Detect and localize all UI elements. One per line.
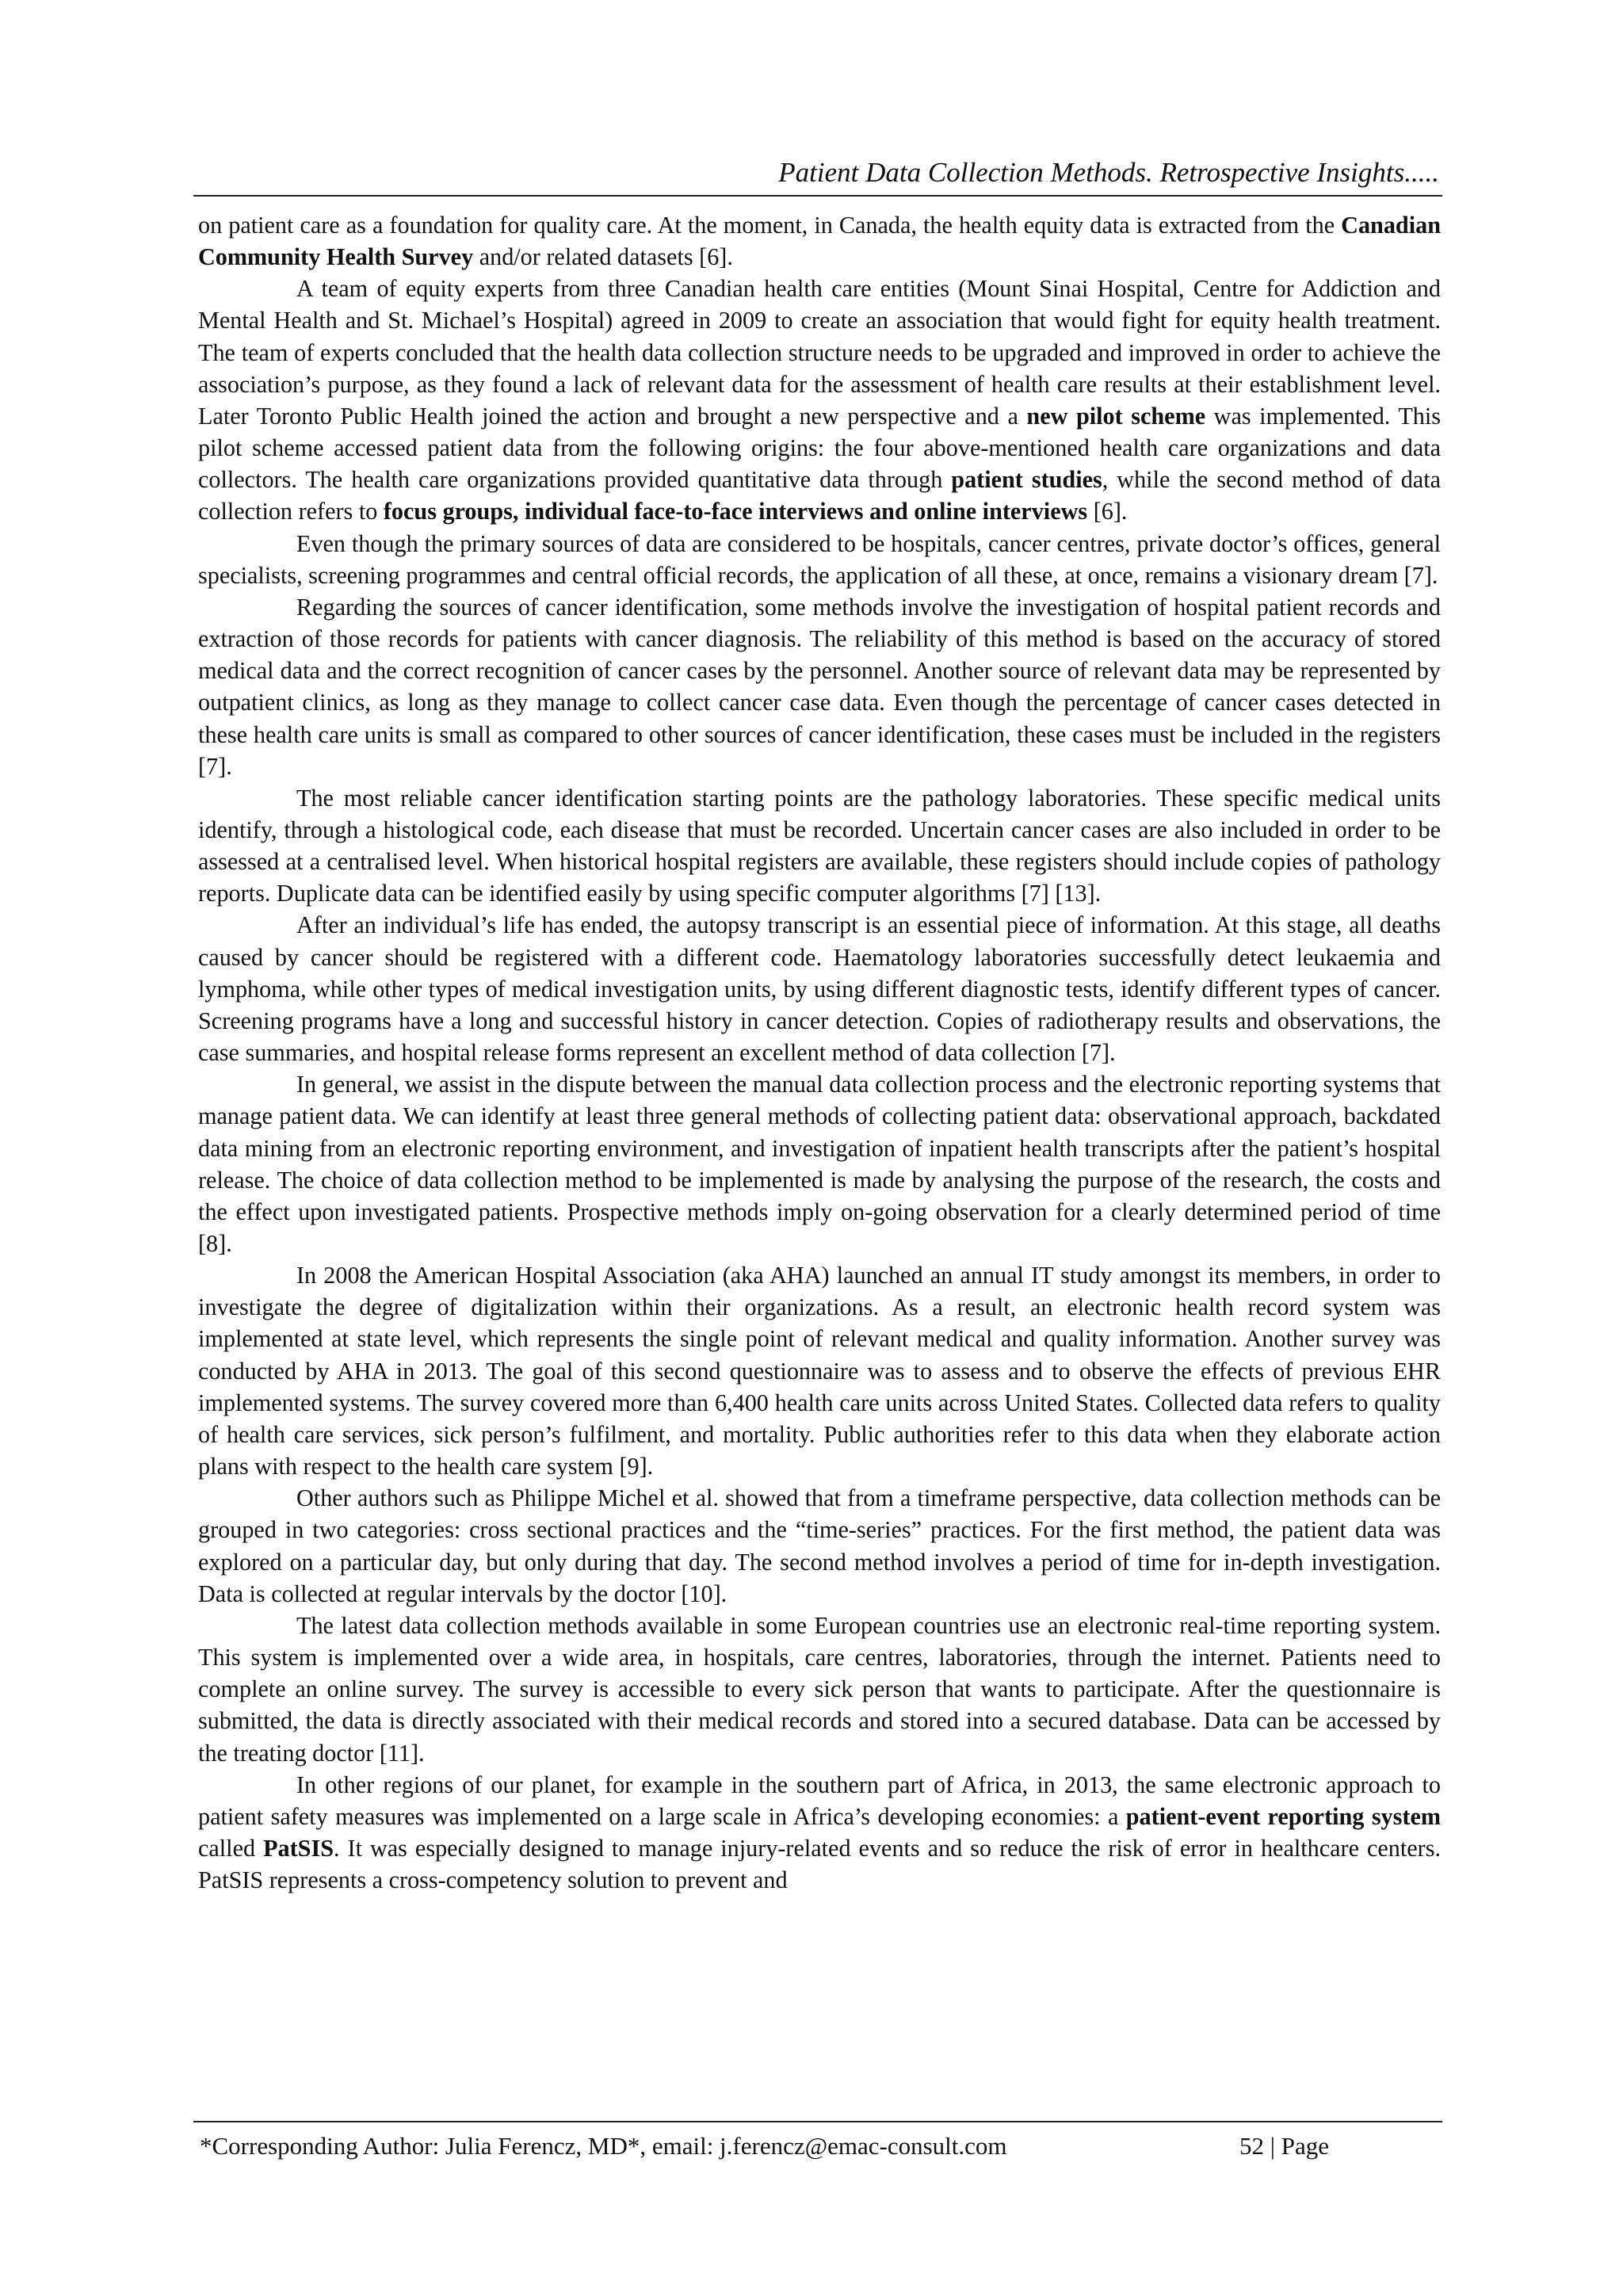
text-run: A team of equity experts from three Canadian health care entities (Mount Sinai Hospital, Centre for Addiction and Mental Health and St. Michael’s Hospital) agreed in 2009 to create an association that would fight for equity health treatment. The team of experts concluded that the health data collection structure needs to be upgraded and improved in order to achieve the association’s purpose, as they found a lack of relevant data for the assessment of health care results at their establishment level. Later Toronto Public Health joined the action and brought a new perspective and a [198, 275, 1441, 430]
paragraph [198, 528, 1441, 591]
text-run: After an individual’s life has ended, the autopsy transcript is an essential piece of information. At this stage, all deaths caused by cancer should be registered with a different code. Haematology laboratories successfully detect leukaemia and lymphoma, while other types of medical investigation units, by using different diagnostic tests, identify different types of cancer. Screening programs have a long and successful history in cancer detection. Copies of radiotherapy results and observations, the case summaries, and hospital release forms represent an excellent method of data collection [7]. [198, 911, 1441, 1067]
page-number: 52 | Page [1239, 2132, 1329, 2160]
text-run: , while the second method of data collection refers to [198, 466, 1441, 525]
text-run: . It was especially designed to manage injury-related events and so reduce the risk of error in healthcare centers. PatSIS represents a cross-competency solution to prevent and [198, 1834, 1441, 1894]
paragraph [198, 1482, 1441, 1610]
paragraph [198, 782, 1441, 910]
paragraph [198, 909, 1441, 1068]
text-run: Other authors such as Philippe Michel et al. showed that from a timeframe perspective, data collection methods can be grouped in two categories: cross sectional practices and the “time-series” practices. For the first method, the patient data was explored on a particular day, but only during that day. The second method involves a period of time for in-depth investigation. Data is collected at regular intervals by the doctor [10]. [198, 1484, 1441, 1607]
bold-term: new pilot scheme [1026, 402, 1206, 430]
text-run: was implemented. This pilot scheme accessed patient data from the following origins: the four above-mentioned health care organizations and data collectors. The health care organizations provided quantitative data through [198, 402, 1442, 494]
text-run: Even though the primary sources of data are considered to be hospitals, cancer centres, private doctor’s offices, general specialists, screening programmes and central official records, the application of all these, at once, remains a visionary dream [7]. [198, 529, 1441, 589]
text-run: Regarding the sources of cancer identification, some methods involve the investigation of hospital patient records and extraction of those records for patients with cancer diagnosis. The reliability of this method is based on the accuracy of stored medical data and the correct recognition of cancer cases by the personnel. Another source of relevant data may be represented by outpatient clinics, as long as they manage to collect cancer case data. Even though the percentage of cancer cases detected in these health care units is small as compared to other sources of cancer identification, these cases must be included in the registers [7]. [198, 593, 1441, 780]
bold-term: patient-event reporting system [1125, 1802, 1442, 1830]
paragraph [198, 209, 1441, 273]
text-run: The most reliable cancer identification starting points are the pathology laboratories. These specific medical units identify, through a histological code, each disease that must be recorded. Uncertain cancer cases are also included in order to be assessed at a centralised level. When historical hospital registers are available, these registers should include copies of pathology reports. Duplicate data can be identified easily by using specific computer algorithms [7] [13]. [198, 784, 1441, 907]
text-run: [6]. [1087, 498, 1128, 525]
text-run: The latest data collection methods available in some European countries use an electronic real-time reporting system. This system is implemented over a wide area, in hospitals, care centres, laboratories, through the internet. Patients need to complete an online survey. The survey is accessible to every sick person that wants to participate. After the questionnaire is submitted, the data is directly associated with their medical records and stored into a secured database. Data can be accessed by the treating doctor [11]. [198, 1611, 1441, 1767]
text-run: In other regions of our planet, for example in the southern part of Africa, in 2013, the same electronic approach to patient safety measures was implemented on a large scale in Africa’s developing economies: a [198, 1771, 1441, 1830]
bold-term: focus groups, individual face-to-face interviews and online interviews [383, 498, 1088, 525]
paragraph [198, 1068, 1441, 1259]
running-header [193, 151, 1442, 197]
bold-term: patient studies [951, 466, 1102, 494]
paragraph [198, 591, 1441, 782]
text-run: In 2008 the American Hospital Association (aka AHA) launched an annual IT study amongst its members, in order to investigate the degree of digitalization within their organizations. As a result, an electronic health record system was implemented at state level, which represents the single point of relevant medical and quality information. Another survey was conducted by AHA in 2013. The goal of this second questionnaire was to assess and to observe the effects of previous EHR implemented systems. The survey covered more than 6,400 health care units across United States. Collected data refers to quality of health care services, sick person’s fulfilment, and mortality. Public authorities refer to this data when they elaborate action plans with respect to the health care system [9]. [198, 1262, 1441, 1480]
page-footer [193, 2121, 1442, 2160]
text-run: In general, we assist in the dispute between the manual data collection process and the electronic reporting systems that manage patient data. We can identify at least three general methods of collecting patient data: observational approach, backdated data mining from an electronic reporting environment, and investigation of inpatient health transcripts after the patient’s hospital release. The choice of data collection method to be implemented is made by analysing the purpose of the research, the costs and the effect upon investigated patients. Prospective methods imply on-going observation for a clearly determined period of time [8]. [198, 1071, 1441, 1257]
bold-term: PatSIS [263, 1834, 334, 1862]
paragraph [198, 273, 1441, 527]
text-run: on patient care as a foundation for quality care. At the moment, in Canada, the health equity data is extracted from the [198, 212, 1342, 239]
paragraph [198, 1259, 1441, 1482]
running-title: Patient Data Collection Methods. Retrospective Insights..... [778, 157, 1439, 188]
bold-term: Canadian Community Health Survey [198, 212, 1441, 271]
body-text [198, 209, 1441, 1896]
paragraph [198, 1610, 1441, 1769]
text-run: called [198, 1834, 264, 1862]
text-run: and/or related datasets [6]. [473, 243, 733, 271]
paragraph [198, 1769, 1441, 1897]
corresponding-author-note: *Corresponding Author: Julia Ferencz, MD*, email: j.ferencz@emac-consult.com [200, 2132, 1007, 2160]
